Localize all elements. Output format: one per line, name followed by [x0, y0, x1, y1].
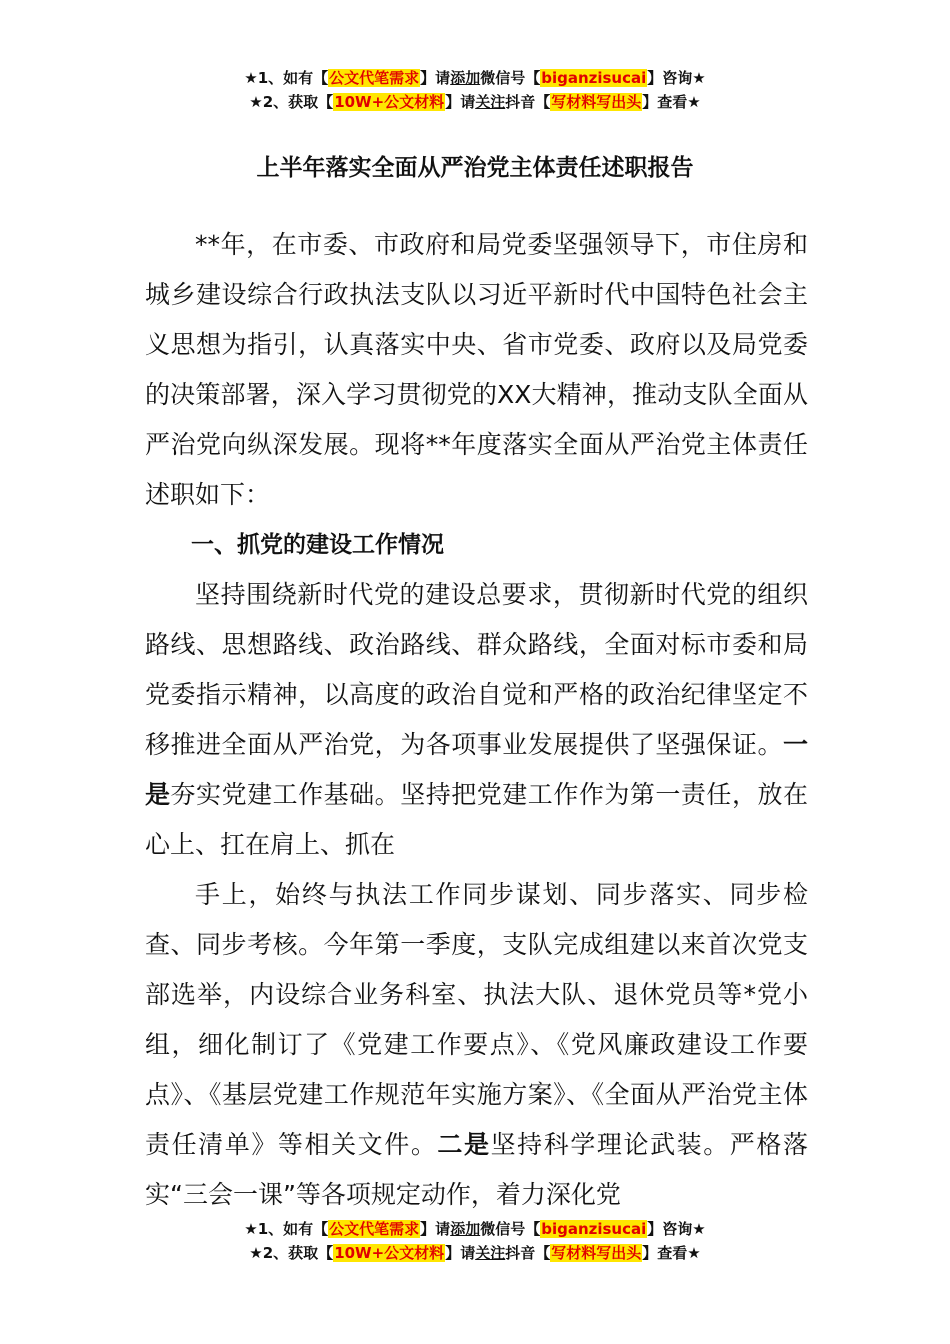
banner-underlined: 添加 [450, 69, 481, 87]
header-banner [0, 66, 950, 114]
paragraph-text: 坚持围绕新时代党的建设总要求，贯彻新时代党的组织路线、思想路线、政治路线、群众路线，全面对标市委和局党委指示精神，以高度的政治自觉和严格的政治纪律坚定不移推进全面从严治党，为各项事业发展提供了坚强保证。 [145, 580, 808, 759]
banner-text: 】请 [420, 69, 451, 87]
banner-text: ★1、如有【 [244, 69, 329, 87]
banner-text: 抖音【 [505, 1244, 551, 1262]
banner-highlight: 写材料写出头 [551, 1244, 642, 1262]
banner-text: 微信号【 [480, 1220, 541, 1238]
document-body-upper [145, 220, 808, 870]
banner-underlined: 关注 [475, 1244, 506, 1262]
ordinal-label: 一是 [145, 730, 808, 809]
banner-text: 抖音【 [505, 93, 551, 111]
banner-text: 】查看★ [642, 93, 701, 111]
paragraph-text: 夯实党建工作基础。坚持把党建工作作为第一责任，放在心上、扛在肩上、抓在 [145, 780, 808, 859]
intro-paragraph: **年，在市委、市政府和局党委坚强领导下，市住房和城乡建设综合行政执法支队以习近平新时代中国特色社会主义思想为指引，认真落实中央、省市党委、政府以及局党委的决策部署，深入学习贯彻党的XX大精神，推动支队全面从严治党向纵深发展。现将**年度落实全面从严治党主体责任述职如下： [145, 230, 808, 509]
paragraph-text: 坚持科学理论武装。严格落实“三会一课”等各项规定动作，着力深化党 [145, 1130, 808, 1209]
ordinal-label: 二是 [437, 1130, 491, 1159]
banner-underlined: 关注 [475, 93, 506, 111]
banner-highlight: biganzisucai [541, 1220, 647, 1238]
banner-line-2 [0, 1241, 950, 1265]
banner-highlight: 10W+公文材料 [334, 93, 445, 111]
banner-underlined: 添加 [450, 1220, 481, 1238]
banner-highlight: 写材料写出头 [551, 93, 642, 111]
banner-text: 】请 [445, 1244, 476, 1262]
document-body-lower [145, 870, 808, 1220]
banner-text: 微信号【 [480, 69, 541, 87]
banner-text: 】咨询★ [647, 69, 706, 87]
banner-line-1 [0, 1217, 950, 1241]
section-paragraph-1 [145, 570, 808, 870]
banner-text: 】查看★ [642, 1244, 701, 1262]
banner-line-1 [0, 66, 950, 90]
document-title: 上半年落实全面从严治党主体责任述职报告 [256, 155, 694, 181]
paragraph-text: 手上，始终与执法工作同步谋划、同步落实、同步检查、同步考核。今年第一季度，支队完成组建以来首次党支部选举，内设综合业务科室、执法大队、退休党员等*党小组，细化制订了《党建工作要点》、《党风廉政建设工作要点》、《基层党建工作规范年实施方案》、《全面从严治党主体责任清单》等相关文件。 [145, 880, 808, 1159]
banner-text: 】请 [420, 1220, 451, 1238]
section-heading: 一、抓党的建设工作情况 [191, 532, 444, 558]
banner-line-2 [0, 90, 950, 114]
banner-text: ★2、获取【 [249, 1244, 334, 1262]
banner-highlight: 10W+公文材料 [334, 1244, 445, 1262]
footer-banner [0, 1217, 950, 1265]
banner-text: ★2、获取【 [249, 93, 334, 111]
banner-text: 】请 [445, 93, 476, 111]
banner-highlight: 公文代笔需求 [329, 1220, 420, 1238]
banner-text: ★1、如有【 [244, 1220, 329, 1238]
section-paragraph-2 [145, 870, 808, 1220]
banner-text: 】咨询★ [647, 1220, 706, 1238]
banner-highlight: 公文代笔需求 [329, 69, 420, 87]
banner-highlight: biganzisucai [541, 69, 647, 87]
